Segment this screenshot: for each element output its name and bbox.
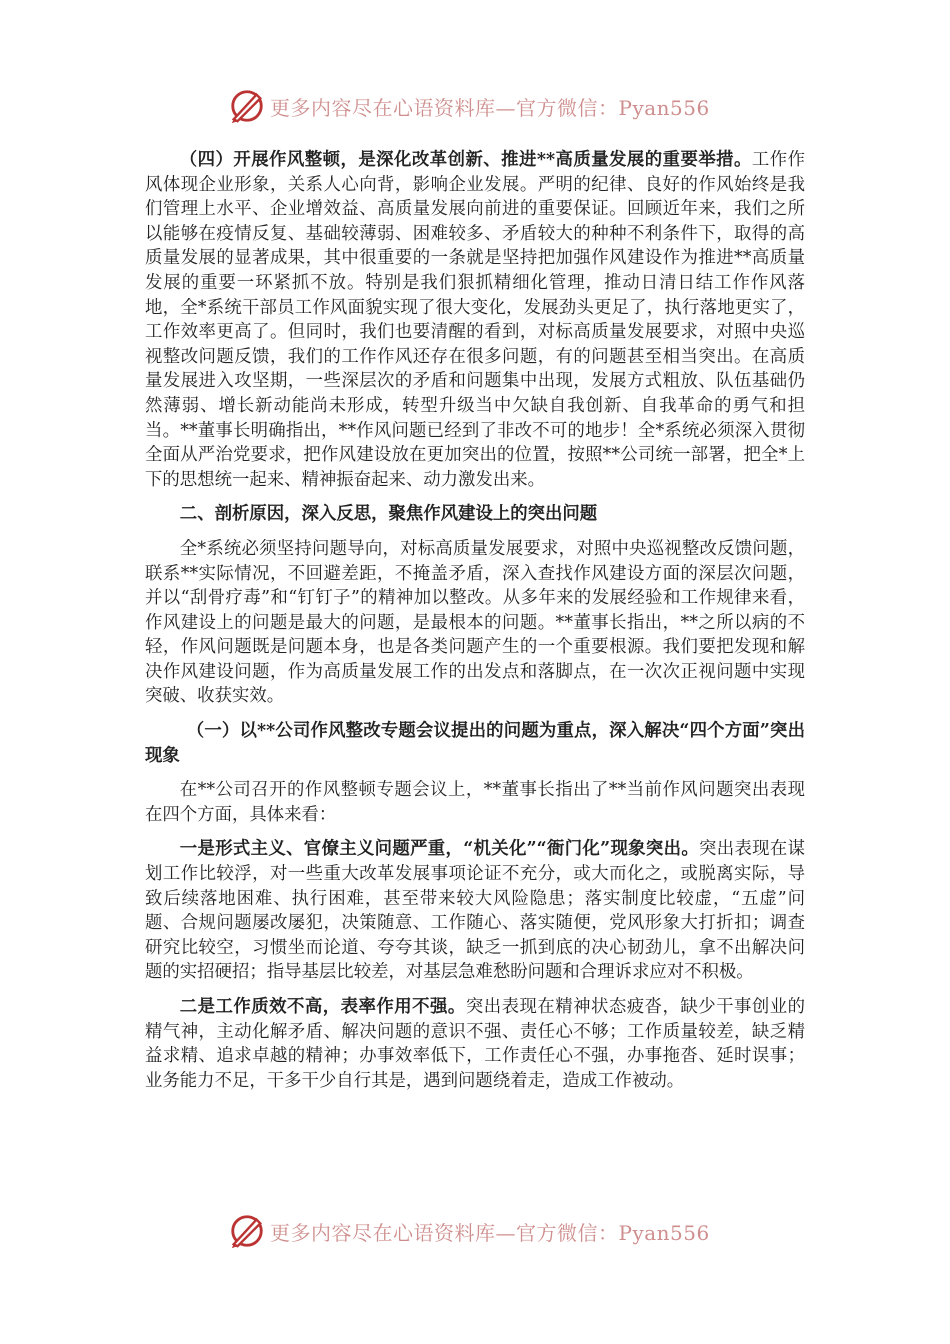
paragraph: 全*系统必须坚持问题导向，对标高质量发展要求，对照中央巡视整改反馈问题，联系**实际情况，不回避差距，不掩盖矛盾，深入查找作风建设方面的深层次问题，并以“刮骨疗毒”和“钉钉子”的精神加以整改。从多年来的发展经验和工作规律来看，作风建设上的问题是最大的问题，是最根本的问题。**董事长指出，**之所以病的不轻，作风问题既是问题本身，也是各类问题产生的一个重要根源。我们要把发现和解决作风建设问题，作为高质量发展工作的出发点和落脚点，在一次次正视问题中实现突破、收获实效。 — [145, 538, 805, 707]
pen-logo-icon — [228, 1212, 266, 1250]
document-body — [145, 148, 805, 1093]
paragraph-lead: 二是工作质效不高，表率作用不强。 — [179, 997, 466, 1017]
paragraph: （四）开展作风整顿，是深化改革创新、推进**高质量发展的重要举措。工作作风体现企业形象，关系人心向背，影响企业发展。严明的纪律、良好的作风始终是我们管理上水平、企业增效益、高质量发展向前进的重要保证。回顾近年来，我们之所以能够在疫情反复、基础较薄弱、困难较多、矛盾较大的种种不利条件下，取得的高质量发展的显著成果，其中很重要的一条就是坚持把加强作风建设作为推进**高质量发展的重要一环紧抓不放。特别是我们狠抓精细化管理，推动日清日结工作作风落地，全*系统干部员工作风面貌实现了很大变化，发展劲头更足了，执行落地更实了，工作效率更高了。但同时，我们也要清醒的看到，对标高质量发展要求，对照中央巡视整改问题反馈，我们的工作作风还存在很多问题，有的问题甚至相当突出。在高质量发展进入攻坚期，一些深层次的矛盾和问题集中出现，发展方式粗放、队伍基础仍然薄弱、增长新动能尚未形成，转型升级当中欠缺自我创新、自我革命的勇气和担当。**董事长明确指出，**作风问题已经到了非改不可的地步！全*系统必须深入贯彻全面从严治党要求，把作风建设放在更加突出的位置，按照**公司统一部署，把全*上下的思想统一起来、精神振奋起来、动力激发出来。 — [145, 150, 805, 490]
paragraph: 一是形式主义、官僚主义问题严重，“机关化”“衙门化”现象突出。突出表现在谋划工作比较浮，对一些重大改革发展事项论证不充分，或大而化之，或脱离实际，导致后续落地困难、执行困难，甚至带来较大风险隐患；落实制度比较虚，“五虚”问题、合规问题屡改屡犯，决策随意、工作随心、落实随便，党风形象大打折扣；调查研究比较空，习惯坐而论道、夸夸其谈，缺乏一抓到底的决心韧劲儿，拿不出解决问题的实招硬招；指导基层比较差，对基层急难愁盼问题和合理诉求应对不积极。 — [145, 839, 805, 983]
footer-watermark-banner — [228, 1211, 718, 1251]
header-watermark-banner — [228, 86, 718, 126]
watermark-text: 更多内容尽在心语资料库—官方微信：Pyan556 — [270, 95, 710, 120]
paragraph-lead: 一是形式主义、官僚主义问题严重，“机关化”“衙门化”现象突出。 — [179, 839, 700, 860]
paragraph: 二是工作质效不高，表率作用不强。突出表现在精神状态疲沓，缺少干事创业的精气神，主动化解矛盾、解决问题的意识不强、责任心不够；工作质量较差，缺乏精益求精、追求卓越的精神；办事效率低下，工作责任心不强，办事拖沓、延时误事；业务能力不足，干多干少自行其是，遇到问题绕着走，造成工作被动。 — [145, 997, 805, 1091]
paragraph-lead: （四）开展作风整顿，是深化改革创新、推进**高质量发展的重要举措。 — [179, 150, 752, 170]
paragraph: 在**公司召开的作风整顿专题会议上，**董事长指出了**当前作风问题突出表现在四个方面，具体来看： — [145, 780, 805, 825]
pen-logo-icon — [228, 87, 266, 125]
subsection-heading: （一）以**公司作风整改专题会议提出的问题为重点，深入解决“四个方面”突出现象 — [145, 721, 805, 766]
watermark-text: 更多内容尽在心语资料库—官方微信：Pyan556 — [270, 1220, 710, 1245]
section-heading: 二、剖析原因，深入反思，聚焦作风建设上的突出问题 — [179, 504, 598, 525]
